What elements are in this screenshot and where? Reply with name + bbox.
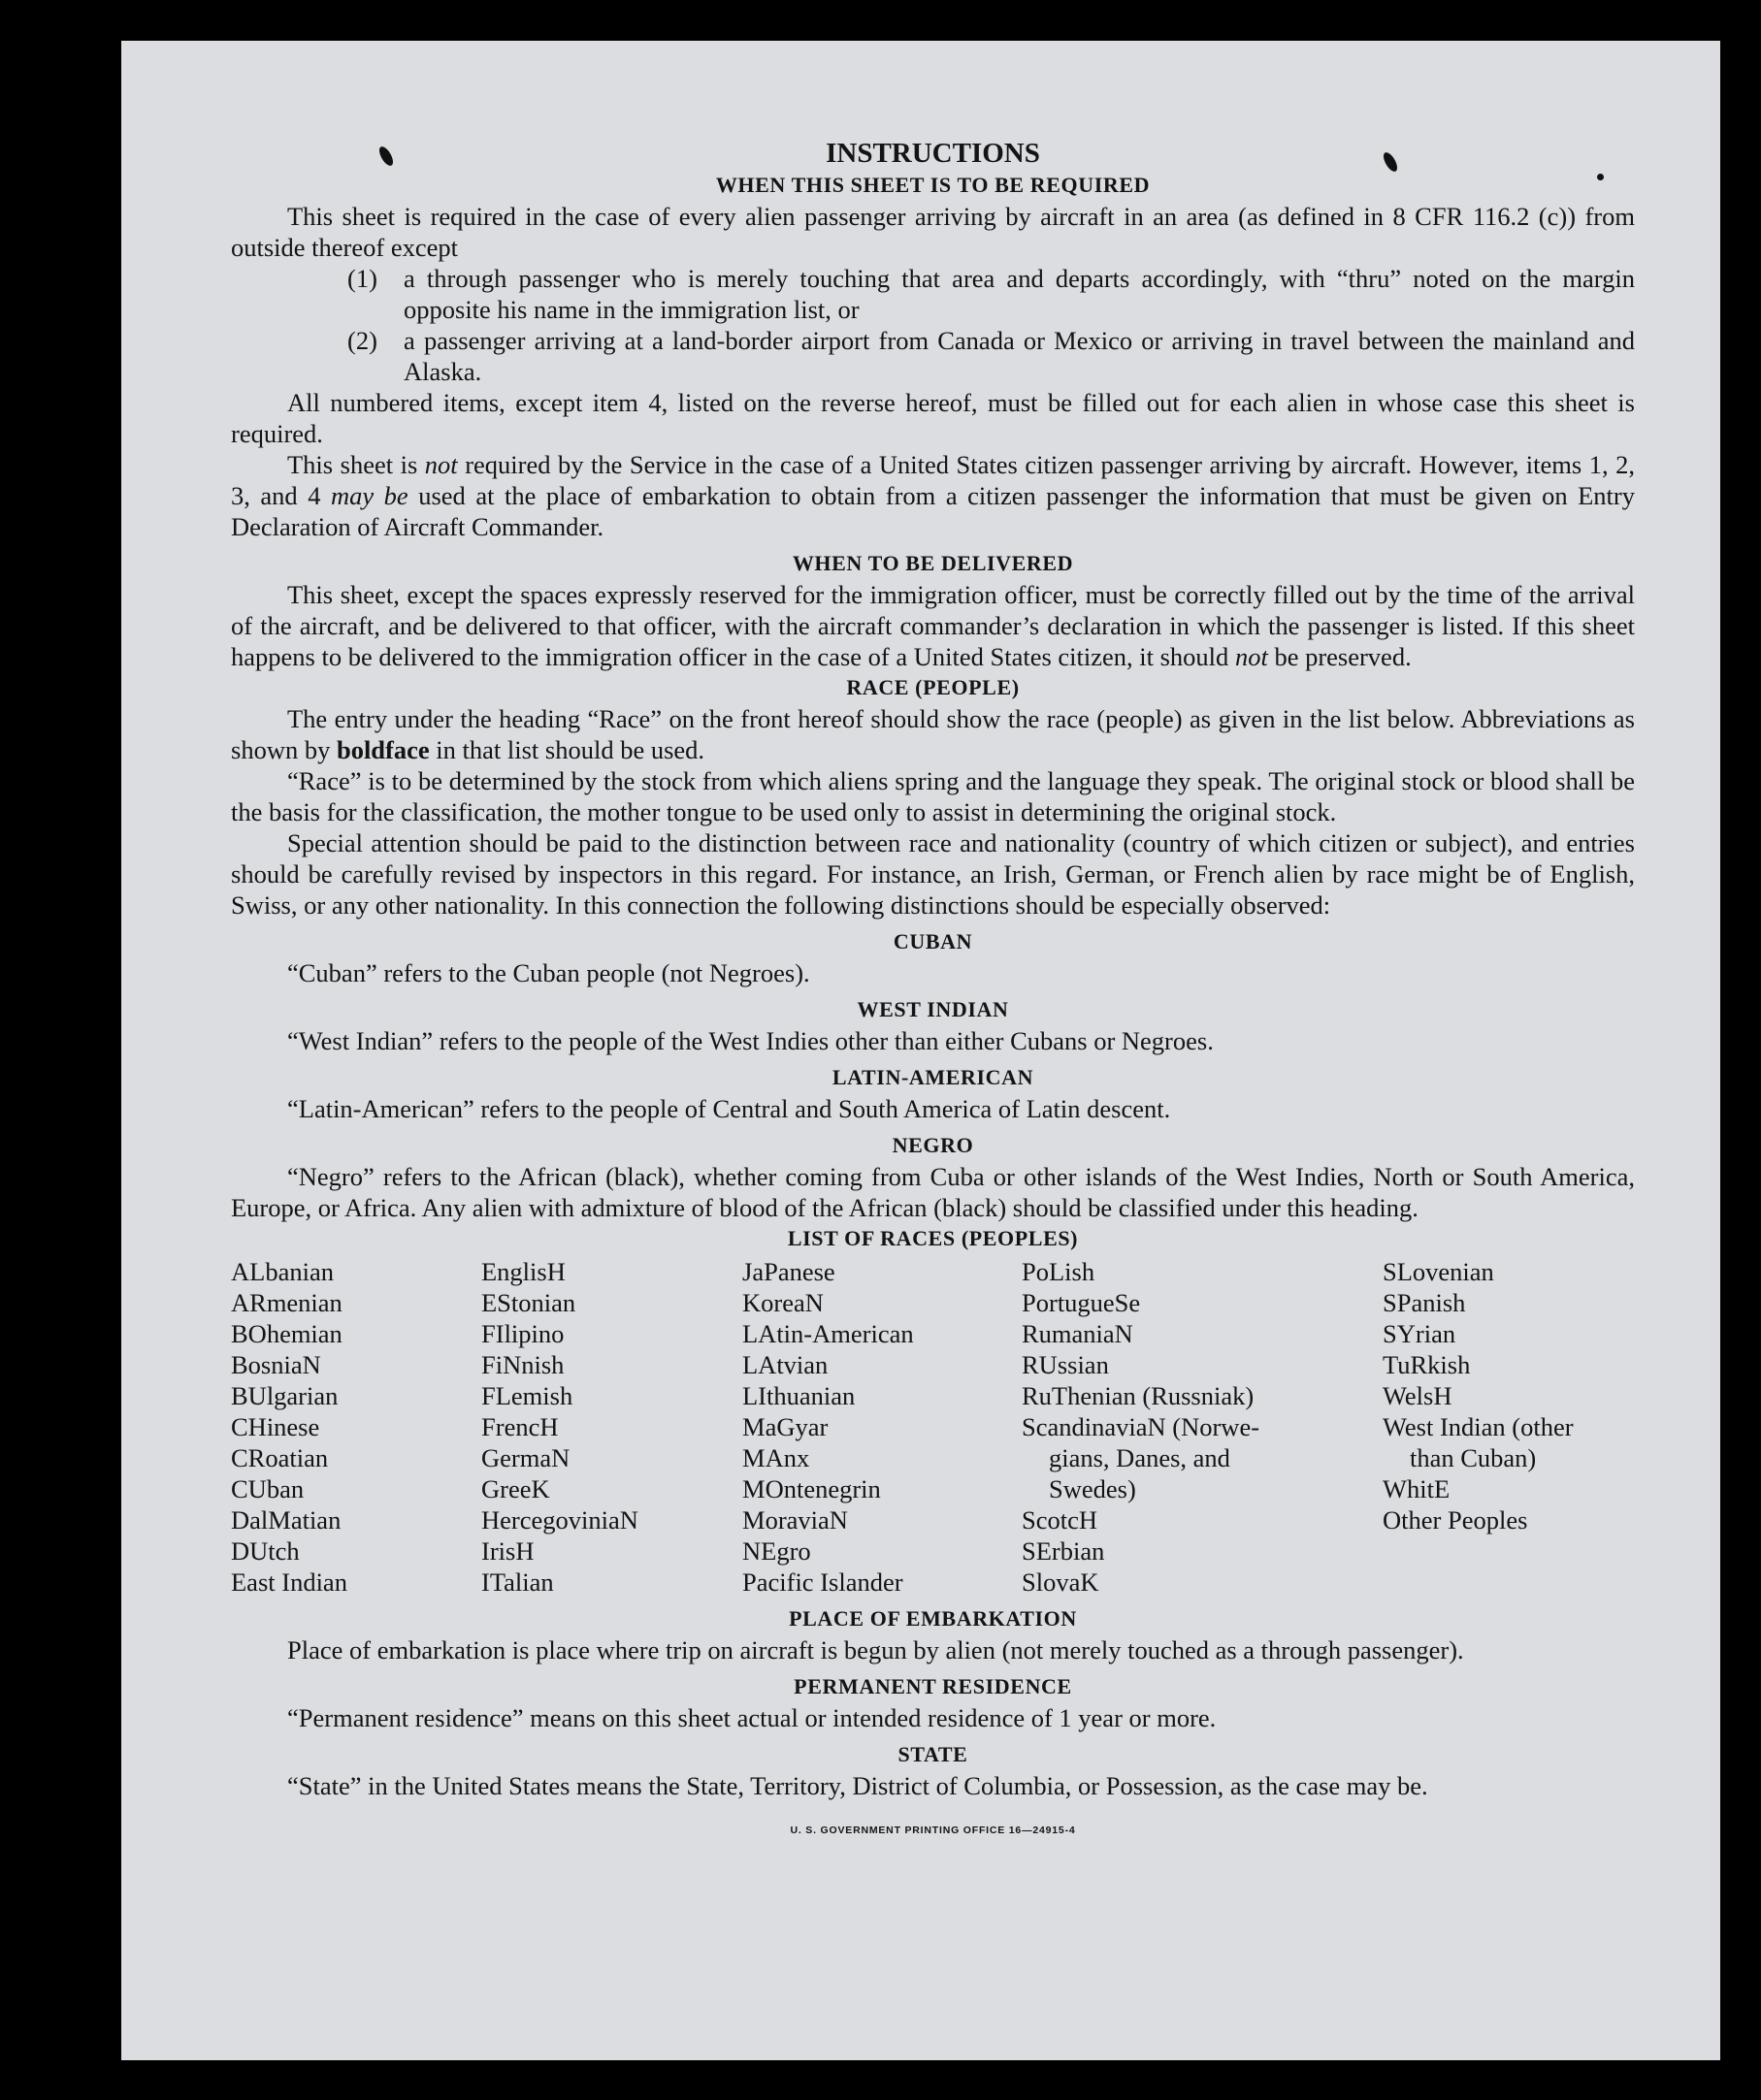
list-item: HercegoviniaN — [481, 1505, 638, 1535]
list-item: MAnx — [742, 1443, 810, 1472]
list-item: EnglisH — [481, 1257, 566, 1286]
list-item: TuRkish — [1383, 1350, 1471, 1379]
text-run: in that list should be used. — [429, 735, 705, 764]
list-item-continuation: Swedes) — [1049, 1474, 1136, 1503]
list-item: KoreaN — [742, 1288, 824, 1317]
list-item: MaGyar — [742, 1412, 829, 1441]
heading-latin-american: LATIN-AMERICAN — [832, 1065, 1034, 1089]
list-item: SYrian — [1383, 1319, 1456, 1348]
list-item — [231, 325, 1635, 387]
list-item: WelsH — [1383, 1381, 1452, 1410]
list-item: SPanish — [1383, 1288, 1466, 1317]
races-column-1 — [231, 1256, 481, 1598]
text-run: be preserved. — [1267, 642, 1412, 671]
list-item: RumaniaN — [1022, 1319, 1133, 1348]
list-item: DUtch — [231, 1536, 300, 1566]
list-item: ITalian — [481, 1567, 554, 1597]
paragraph: “Permanent residence” means on this sheet actual or intended residence of 1 year or more. — [287, 1703, 1217, 1732]
list-item — [231, 263, 1635, 325]
text-run: This sheet, except the spaces expressly reserved for the immigration officer, must be correctly filled out by the time of the arrival of the aircraft, and be delivered to that officer, with the aircraft commander’s declaration in which the passenger is listed. If this sheet happens to be delivered to the immigration officer in the case of a United States citizen, it should — [231, 580, 1635, 671]
item-text: a passenger arriving at a land-border airport from Canada or Mexico or arriving in travel between the mainland and Alaska. — [404, 326, 1635, 386]
list-item: CUban — [231, 1474, 305, 1503]
list-item: FLemish — [481, 1381, 573, 1410]
item-text: a through passenger who is merely touching that area and departs accordingly, with “thru” noted on the margin opposite his name in the immigration list, or — [404, 264, 1635, 324]
list-item: PortugueSe — [1022, 1288, 1141, 1317]
paragraph: Place of embarkation is place where trip on aircraft is begun by alien (not merely touched as a through passenger). — [287, 1635, 1464, 1664]
emphasis: not — [1234, 642, 1268, 671]
list-item: FIlipino — [481, 1319, 565, 1348]
list-item: WhitE — [1383, 1474, 1451, 1503]
paragraph — [231, 449, 1635, 542]
races-column-2 — [481, 1256, 742, 1598]
list-item: MOntenegrin — [742, 1474, 881, 1503]
list-item: IrisH — [481, 1536, 535, 1566]
list-item: ScotcH — [1022, 1505, 1098, 1535]
list-item: LIthuanian — [742, 1381, 856, 1410]
list-item: ARmenian — [231, 1288, 342, 1317]
list-item: LAtvian — [742, 1350, 829, 1379]
page-title: INSTRUCTIONS — [826, 138, 1040, 169]
heading-cuban: CUBAN — [893, 929, 973, 953]
races-column-4 — [1022, 1256, 1383, 1598]
list-item: PoLish — [1022, 1257, 1095, 1286]
list-item: JaPanese — [742, 1257, 835, 1286]
heading-west-indian: WEST INDIAN — [857, 997, 1009, 1021]
list-item: BOhemian — [231, 1319, 342, 1348]
document-sheet — [121, 41, 1720, 2060]
text-run: required by the Service in the case of a United States citizen passenger arriving by aircraft. However, items 1, 2, 3, and 4 — [231, 450, 1635, 510]
paragraph: “Cuban” refers to the Cuban people (not Negroes). — [287, 958, 810, 987]
item-number: (2) — [347, 326, 377, 355]
heading-permanent-residence: PERMANENT RESIDENCE — [794, 1674, 1072, 1698]
paragraph — [231, 703, 1635, 765]
list-item: FiNnish — [481, 1350, 565, 1379]
instructions-body — [231, 137, 1635, 1846]
heading-when-delivered: WHEN TO BE DELIVERED — [792, 551, 1074, 575]
races-table — [231, 1256, 1635, 1598]
paragraph: “Negro” refers to the African (black), whether coming from Cuba or other islands of the West Indies, North or South America, Europe, or Africa. Any alien with admixture of blood of the African (black) should be classified under this heading. — [231, 1162, 1635, 1222]
paragraph: This sheet is required in the case of every alien passenger arriving by aircraft in an area (as defined in 8 CFR 116.2 (c)) from outside thereof except — [231, 202, 1635, 262]
list-item: SLovenian — [1383, 1257, 1494, 1286]
list-item: SErbian — [1022, 1536, 1105, 1566]
emphasis: may be — [330, 481, 408, 510]
paragraph: “Latin-American” refers to the people of Central and South America of Latin descent. — [287, 1094, 1171, 1123]
text-run: used at the place of embarkation to obtain from a citizen passenger the information that must be given on Entry Declaration of Aircraft Commander. — [231, 481, 1635, 541]
heading-place-of-embarkation: PLACE OF EMBARKATION — [789, 1606, 1077, 1631]
text-run: This sheet is — [287, 450, 425, 479]
paragraph: “Race” is to be determined by the stock from which aliens spring and the language they speak. The original stock or blood shall be the basis for the classification, the mother tongue to be used only to assist in determining the original stock. — [231, 766, 1635, 826]
list-item: EStonian — [481, 1288, 576, 1317]
bold-text: boldface — [336, 735, 430, 764]
list-item-continuation: than Cuban) — [1410, 1443, 1537, 1472]
list-item: SlovaK — [1022, 1567, 1099, 1597]
list-item: BUlgarian — [231, 1381, 339, 1410]
list-item: RuThenian (Russniak) — [1022, 1381, 1255, 1410]
list-item: West Indian (other — [1383, 1412, 1574, 1441]
paragraph: Special attention should be paid to the distinction between race and nationality (country of which citizen or subject), and entries should be carefully revised by inspectors in this regard. For instance, an Irish, German, or French alien by race might be of English, Swiss, or any other nationality. In this connection the following distinctions should be especially observed: — [231, 828, 1635, 920]
paragraph: All numbered items, except item 4, listed on the reverse hereof, must be filled out for each alien in whose case this sheet is required. — [231, 388, 1635, 448]
list-item: CRoatian — [231, 1443, 329, 1472]
list-item: RUssian — [1022, 1350, 1109, 1379]
list-item: Pacific Islander — [742, 1567, 903, 1597]
list-item: CHinese — [231, 1412, 320, 1441]
races-column-3 — [742, 1256, 1022, 1598]
list-item-continuation: gians, Danes, and — [1049, 1443, 1230, 1472]
list-item: ScandinaviaN (Norwe- — [1022, 1412, 1260, 1441]
heading-state: STATE — [897, 1742, 968, 1766]
list-item: NEgro — [742, 1536, 811, 1566]
emphasis: not — [424, 450, 458, 479]
list-item: DalMatian — [231, 1505, 342, 1535]
heading-list-of-races: LIST OF RACES (PEOPLES) — [787, 1226, 1079, 1250]
list-item: GreeK — [481, 1474, 550, 1503]
list-item: Other Peoples — [1383, 1505, 1528, 1535]
list-item: MoraviaN — [742, 1505, 848, 1535]
heading-negro: NEGRO — [892, 1133, 974, 1157]
list-item: ALbanian — [231, 1257, 334, 1286]
list-item: LAtin-American — [742, 1319, 914, 1348]
list-item: FrencH — [481, 1412, 559, 1441]
item-number: (1) — [347, 264, 377, 293]
list-item: BosniaN — [231, 1350, 321, 1379]
heading-when-required: WHEN THIS SHEET IS TO BE REQUIRED — [715, 173, 1151, 197]
text-run: The entry under the heading “Race” on the front hereof should show the race (people) as given in the list below. Abbreviations as shown by — [231, 704, 1635, 764]
races-column-5 — [1383, 1256, 1635, 1598]
paragraph: “State” in the United States means the State, Territory, District of Columbia, or Possession, as the case may be. — [287, 1771, 1428, 1800]
paragraph: “West Indian” refers to the people of the West Indies other than either Cubans or Negroes. — [287, 1026, 1214, 1055]
heading-race: RACE (PEOPLE) — [846, 675, 1020, 699]
list-item: East Indian — [231, 1567, 347, 1597]
printer-imprint: U. S. GOVERNMENT PRINTING OFFICE 16—24915-4 — [790, 1825, 1076, 1836]
list-item: GermaN — [481, 1443, 571, 1472]
paragraph — [231, 579, 1635, 672]
